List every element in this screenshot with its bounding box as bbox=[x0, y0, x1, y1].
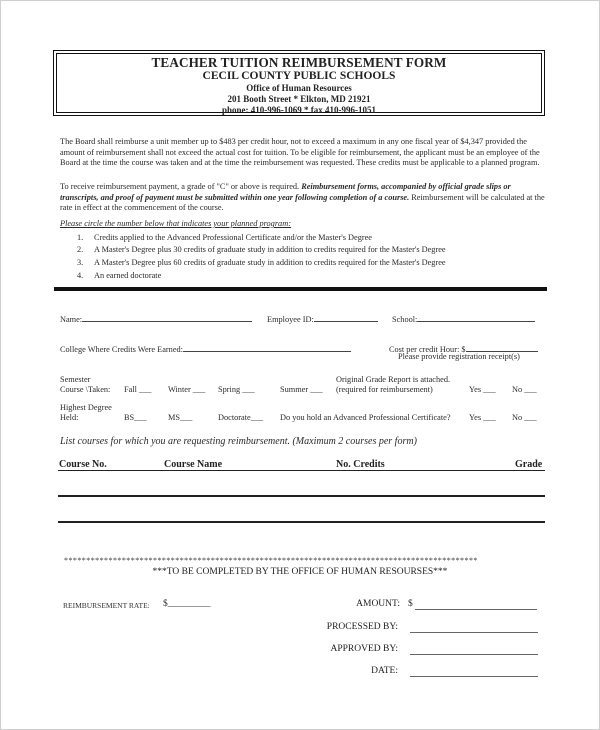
grade-report-label: Original Grade Report is attached. (required for reimbursement) bbox=[336, 375, 451, 394]
form-header-box bbox=[53, 50, 545, 116]
office-contact: phone: 410-996-1069 * fax 410-996-1051 bbox=[222, 105, 376, 115]
employee-id-field-group bbox=[267, 313, 378, 324]
employee-id-label: Employee ID: bbox=[267, 315, 314, 324]
cost-per-credit-input[interactable] bbox=[466, 343, 538, 352]
date-input[interactable] bbox=[410, 676, 538, 677]
school-input[interactable] bbox=[417, 313, 535, 322]
grade-report-no[interactable]: No ___ bbox=[512, 385, 537, 394]
cost-per-credit-label: Cost per credit Hour: $ bbox=[389, 345, 466, 354]
circle-instruction: Please circle the number below that indicates your planned program: bbox=[60, 219, 291, 228]
semester-option-winter[interactable]: Winter ___ bbox=[168, 385, 206, 394]
semester-option-spring[interactable]: Spring ___ bbox=[218, 385, 255, 394]
program-option-4[interactable]: 4. An earned doctorate bbox=[77, 271, 162, 280]
degree-option-ms[interactable]: MS___ bbox=[168, 413, 193, 422]
course-row-2[interactable] bbox=[58, 521, 545, 523]
semester-option-fall[interactable]: Fall ___ bbox=[124, 385, 152, 394]
grade-requirement-text: To receive reimbursement payment, a grade of "C" or above is required. bbox=[60, 182, 302, 191]
amount-prefix: $ bbox=[408, 599, 413, 609]
name-field-group bbox=[60, 313, 252, 324]
office-address: 201 Booth Street * Elkton, MD 21921 bbox=[227, 94, 371, 104]
processed-by-input[interactable] bbox=[410, 632, 538, 633]
form-title: TEACHER TUITION REIMBURSEMENT FORM bbox=[151, 55, 447, 70]
program-option-1[interactable]: 1. Credits applied to the Advanced Professional Certificate and/or the Master's Degree bbox=[77, 233, 372, 242]
intro-paragraph-2 bbox=[60, 182, 548, 214]
amount-input[interactable] bbox=[415, 609, 537, 610]
course-list-instruction: List courses for which you are requesting reimbursement. (Maximum 2 courses per form) bbox=[60, 436, 417, 447]
degree-option-bs[interactable]: BS___ bbox=[124, 413, 147, 422]
processed-by-label: PROCESSED BY: bbox=[326, 622, 398, 632]
apc-question: Do you hold an Advanced Professional Certificate? bbox=[280, 413, 451, 422]
degree-label: Highest Degree Held: bbox=[60, 403, 112, 422]
column-header-credits: No. Credits bbox=[336, 459, 385, 470]
rate-calculation-text: Reimbursement will be calculated at the rate in effect at the commencement of the course. bbox=[60, 192, 545, 213]
school-label: School: bbox=[392, 315, 418, 324]
college-input[interactable] bbox=[183, 343, 351, 352]
receipt-note: Please provide registration receipt(s) bbox=[398, 352, 520, 361]
reimbursement-rate-label: REIMBURSEMENT RATE: bbox=[63, 601, 150, 610]
employee-id-input[interactable] bbox=[314, 313, 378, 322]
school-field-group bbox=[392, 313, 535, 324]
column-header-course-name: Course Name bbox=[164, 459, 223, 470]
organization-name: CECIL COUNTY PUBLIC SCHOOLS bbox=[202, 70, 396, 82]
column-header-course-no: Course No. bbox=[59, 459, 107, 470]
name-input[interactable] bbox=[82, 313, 252, 322]
name-label: Name: bbox=[60, 315, 83, 324]
office-use-heading: ***TO BE COMPLETED BY THE OFFICE OF HUMAN RESOURSES*** bbox=[152, 567, 448, 577]
intro-paragraph-1: The Board shall reimburse a unit member up to $483 per credit hour, not to exceed a maximum in any one fiscal year of $4,347 provided the amount of reimbursement shall not exceed the actual cost for tuition. To be eligible for reimbursement, the applicant must be an employee of the Board at the time the course was taken and at the time the reimbursement was requested. These credits must be applicable to a planned program. bbox=[60, 137, 540, 168]
column-header-grade: Grade bbox=[515, 459, 543, 470]
reimbursement-rate-input[interactable]: $_________ bbox=[163, 599, 211, 609]
approved-by-label: APPROVED BY: bbox=[330, 644, 398, 654]
semester-option-summer[interactable]: Summer ___ bbox=[280, 385, 323, 394]
date-label: DATE: bbox=[371, 666, 398, 676]
submission-deadline-text: Reimbursement forms, accompanied by official grade slips or transcripts, and proof of payment must be submitted within one year following completion of a course. bbox=[60, 182, 511, 202]
approved-by-input[interactable] bbox=[410, 654, 538, 655]
stars-divider: ********************************************************************************************* bbox=[64, 556, 478, 565]
degree-option-doctorate[interactable]: Doctorate___ bbox=[218, 413, 264, 422]
office-name: Office of Human Resources bbox=[246, 83, 352, 93]
apc-no[interactable]: No ___ bbox=[512, 413, 537, 422]
program-list bbox=[77, 233, 517, 283]
college-label: College Where Credits Were Earned: bbox=[60, 345, 183, 354]
section-divider bbox=[54, 287, 547, 291]
course-row-1[interactable] bbox=[58, 495, 545, 497]
program-option-3[interactable]: 3. A Master's Degree plus 60 credits of graduate study in addition to credits required for the Master's Degree bbox=[77, 258, 446, 267]
column-header-underline bbox=[58, 470, 545, 471]
grade-report-yes[interactable]: Yes ___ bbox=[469, 385, 496, 394]
apc-yes[interactable]: Yes ___ bbox=[469, 413, 496, 422]
amount-label: AMOUNT: bbox=[356, 599, 400, 609]
program-option-2[interactable]: 2. A Master's Degree plus 30 credits of graduate study in addition to credits required for the Master's Degree bbox=[77, 245, 446, 254]
college-field-group bbox=[60, 343, 351, 354]
semester-label: Semester Course \Taken: bbox=[60, 375, 111, 394]
